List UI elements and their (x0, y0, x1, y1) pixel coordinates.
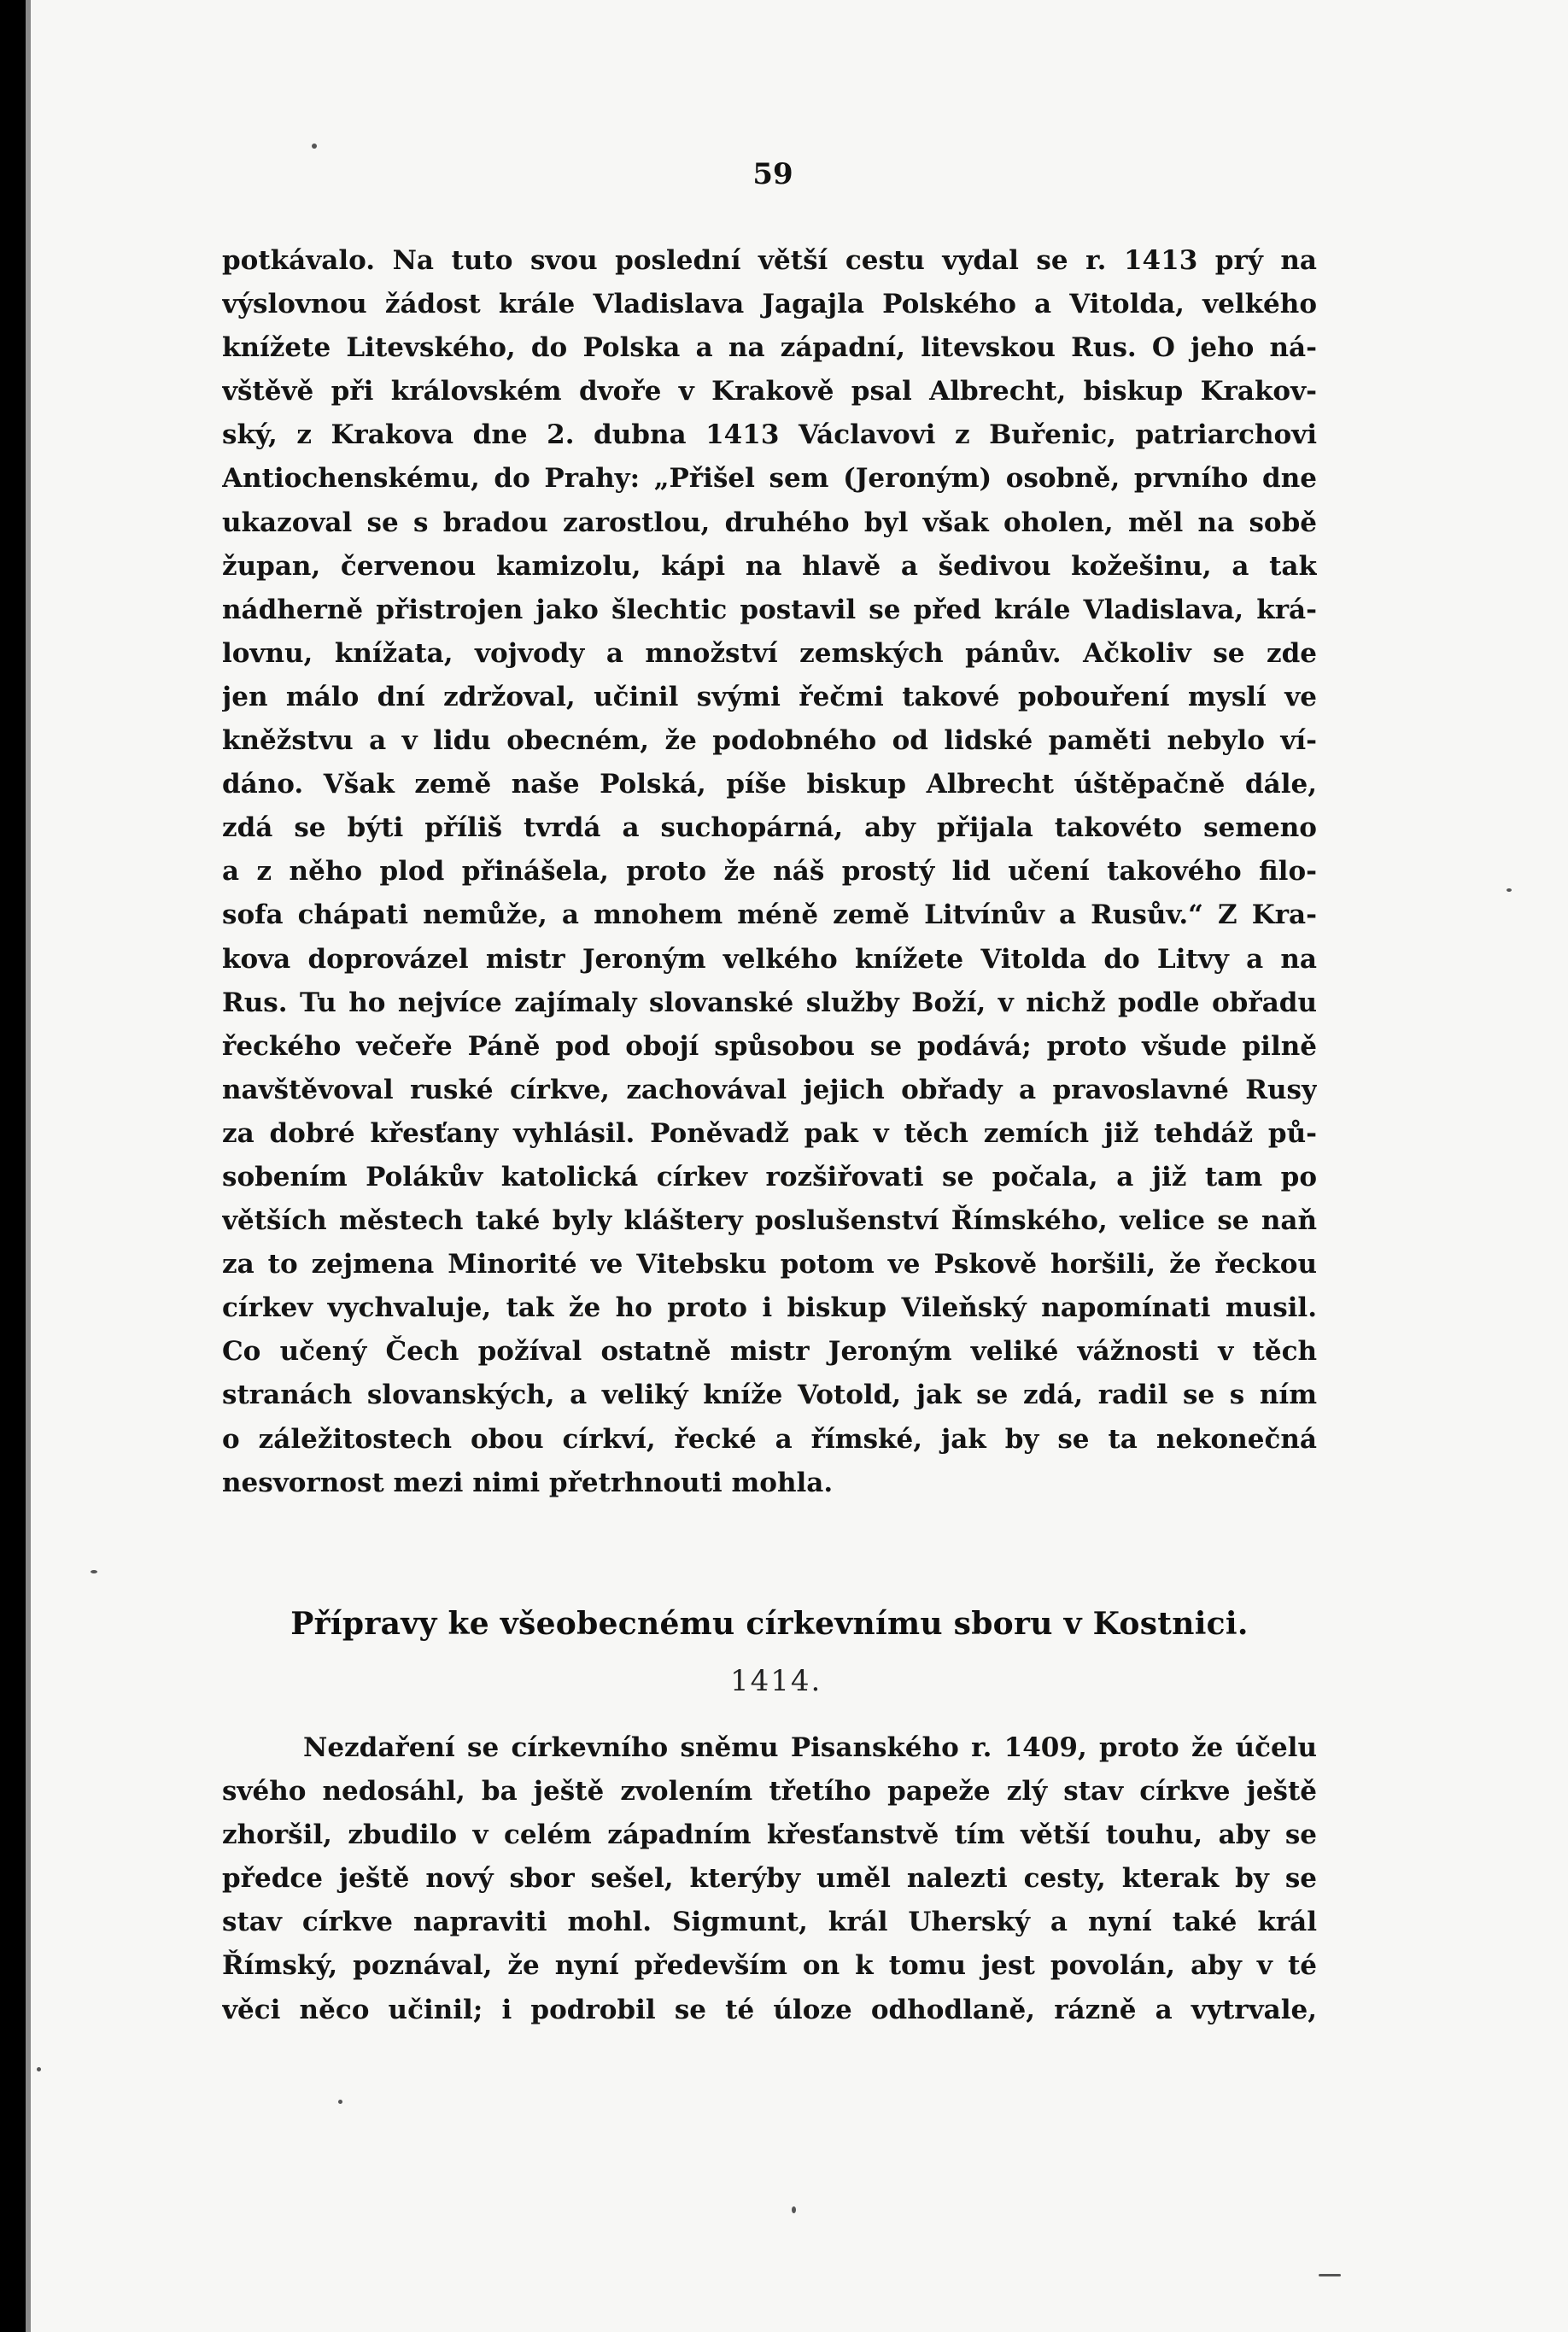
text-line: lovnu, knížata, vojvody a množství zemských pánův. Ačkoliv se zde (222, 637, 1317, 669)
text-line: dáno. Však země naše Polská, píše biskup Albrecht úštěpačně dále, (222, 769, 1317, 800)
text-line: Nezdaření se církevního sněmu Pisanského r. 1409, proto že účelu (303, 1732, 1317, 1763)
text-line: stav církve napraviti mohl. Sigmunt, král Uherský a nyní také král (222, 1907, 1317, 1938)
text-line: Antiochenskému, do Prahy: „Přišel sem (Jeroným) osobně, prvního dne (222, 463, 1317, 495)
text-line: věci něco učinil; i podrobil se té úloze odhodlaně, rázně a vytrvale, (222, 1994, 1317, 2025)
text-line: nesvornost mezi nimi přetrhnouti mohla. (222, 1467, 834, 1498)
paragraph-1 (222, 239, 1317, 1505)
text-line: zhoršil, zbudilo v celém západním křesťanstvě tím větší touhu, aby se (222, 1819, 1317, 1851)
scan-speck (312, 144, 317, 149)
text-line: sobením Polákův katolická církev rozšiřovati se počala, a již tam po (222, 1161, 1317, 1192)
text-line: předce ještě nový sbor sešel, kterýby uměl nalezti cesty, kterak by se (222, 1863, 1317, 1895)
scan-left-edge (0, 0, 26, 2332)
text-line: knížete Litevského, do Polska a na západní, litevskou Rus. O jeho ná- (222, 332, 1317, 364)
scan-speck (1319, 2274, 1341, 2276)
text-line: za dobré křesťany vyhlásil. Poněvadž pak v těch zemích již tehdáž pů- (222, 1117, 1317, 1149)
text-line: Co učený Čech požíval ostatně mistr Jeroným veliké vážnosti v těch (222, 1336, 1317, 1368)
text-line: sofa chápati nemůže, a mnohem méně země Litvínův a Rusův.“ Z Kra- (222, 899, 1317, 931)
text-line: Římský, poznával, že nyní především on k tomu jest povolán, aby v té (222, 1950, 1317, 1982)
scan-speck (792, 2206, 796, 2213)
text-line: za to zejmena Minorité ve Vitebsku potom ve Pskově horšili, že řeckou (222, 1249, 1317, 1280)
text-line: větších městech také byly kláštery poslušenství Římského, velice se naň (222, 1205, 1317, 1237)
paragraph-2 (222, 1726, 1317, 2032)
text-line: vštěvě při královském dvoře v Krakově psal Albrecht, biskup Krakov- (222, 376, 1317, 407)
text-line: a z něho plod přinášela, proto že náš prostý lid učení takového filo- (222, 856, 1317, 888)
scan-speck (1507, 888, 1512, 892)
text-line: církev vychvaluje, tak že ho proto i biskup Vileňský napomínati musil. (222, 1292, 1317, 1324)
text-line: zdá se býti příliš tvrdá a suchopárná, aby přijala takovéto semeno (222, 812, 1317, 844)
scan-speck (338, 2100, 342, 2104)
text-line: navštěvoval ruské církve, zachovával jejich obřady a pravoslavné Rusy (222, 1074, 1317, 1105)
text-line: kněžstvu a v lidu obecném, že podobného od lidské paměti nebylo ví- (222, 725, 1317, 757)
section-year: 1414. (730, 1664, 822, 1698)
text-line: jen málo dní zdržoval, učinil svými řečmi takové pobouření myslí ve (222, 681, 1317, 712)
text-line: ský, z Krakova dne 2. dubna 1413 Václavovi z Buřenic, patriarchovi (222, 419, 1317, 451)
text-line: kova doprovázel mistr Jeroným velkého knížete Vitolda do Litvy a na (222, 943, 1317, 975)
text-line: svého nedosáhl, ba ještě zvolením třetího papeže zlý stav církve ještě (222, 1776, 1317, 1808)
text-line: o záležitostech obou církví, řecké a římské, jak by se ta nekonečná (222, 1423, 1317, 1455)
text-line: župan, červenou kamizolu, kápi na hlavě a šedivou kožešinu, a tak (222, 550, 1317, 582)
text-line: řeckého večeře Páně pod obojí spůsobou se podává; proto všude pilně (222, 1030, 1317, 1062)
text-line: Rus. Tu ho nejvíce zajímaly slovanské služby Boží, v nichž podle obřadu (222, 987, 1317, 1018)
scan-speck (91, 1570, 97, 1573)
text-line: stranách slovanských, a veliký kníže Votold, jak se zdá, radil se s ním (222, 1380, 1317, 1411)
page-number: 59 (752, 157, 793, 191)
scan-speck (37, 2067, 41, 2071)
text-line: ukazoval se s bradou zarostlou, druhého byl však oholen, měl na sobě (222, 507, 1317, 538)
section-heading: Přípravy ke všeobecnému církevnímu sboru v Kostnici. (290, 1606, 1249, 1642)
text-line: potkávalo. Na tuto svou poslední větší cestu vydal se r. 1413 prý na (222, 245, 1317, 276)
text-line: nádherně přistrojen jako šlechtic postavil se před krále Vladislava, krá- (222, 594, 1317, 625)
text-line: výslovnou žádost krále Vladislava Jagajla Polského a Vitolda, velkého (222, 289, 1317, 320)
